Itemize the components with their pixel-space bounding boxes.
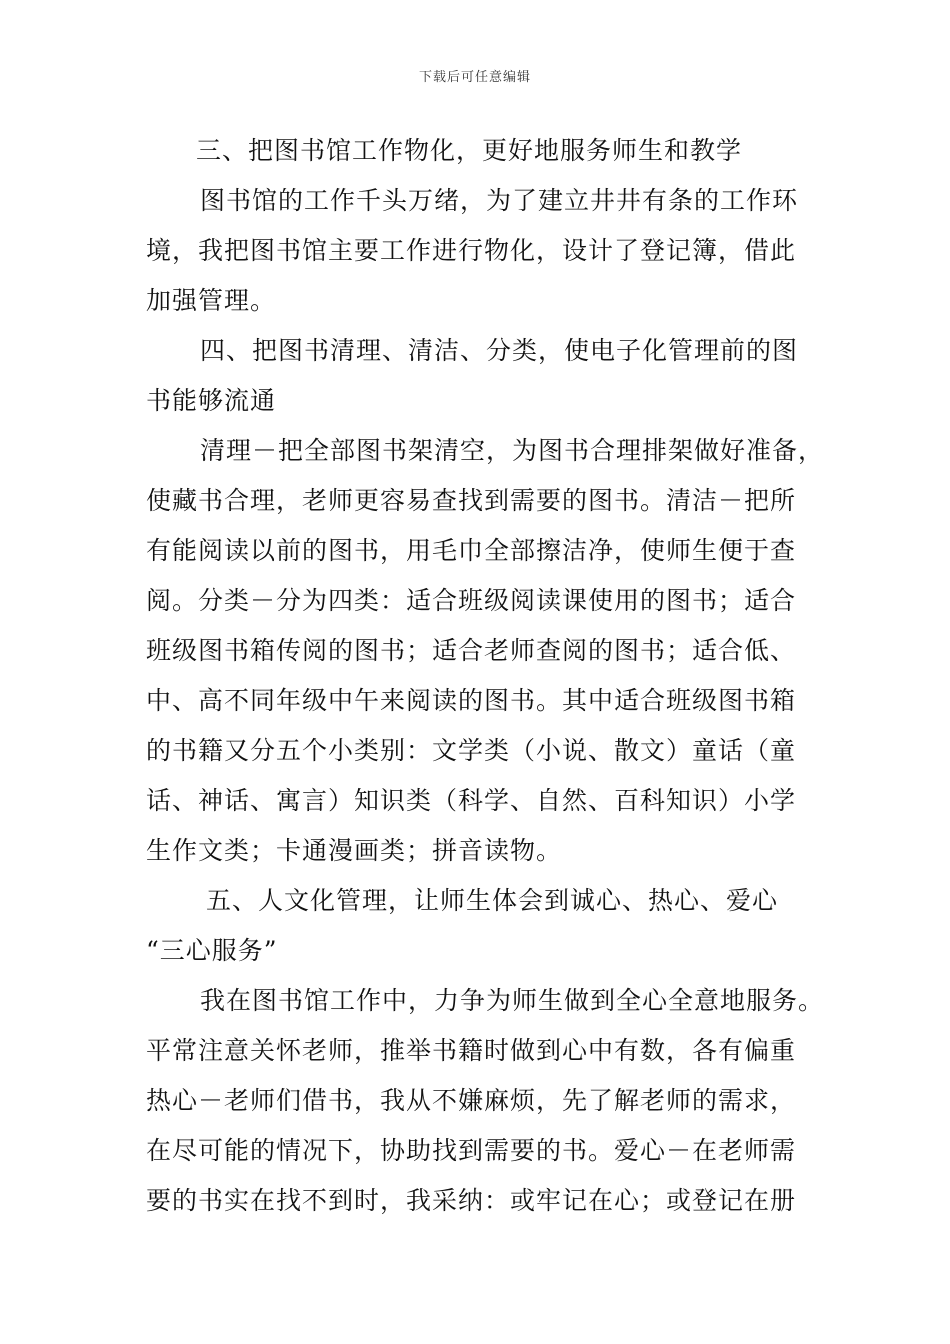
text-line: 平常注意关怀老师，推举书籍时做到心中有数，各有偏重 (146, 1036, 797, 1065)
text-line: 境，我把图书馆主要工作进行物化，设计了登记簿，借此 (146, 236, 797, 265)
text-line: 图书馆的工作千头万绪，为了建立井井有条的工作环 (200, 186, 799, 215)
text-line: 生作文类；卡通漫画类；拼音读物。 (146, 836, 563, 865)
text-line: 书能够流通 (146, 386, 277, 415)
text-line: 五、人文化管理，让师生体会到诚心、热心、爱心 (206, 886, 779, 915)
text-line: 话、神话、寓言）知识类（科学、自然、百科知识）小学 (146, 786, 797, 815)
text-line: 清理－把全部图书架清空，为图书合理排架做好准备， (200, 436, 825, 465)
text-line: 使藏书合理，老师更容易查找到需要的图书。清洁－把所 (146, 486, 797, 515)
text-line: 班级图书箱传阅的图书；适合老师查阅的图书；适合低、 (146, 636, 797, 665)
text-line: 中、高不同年级中午来阅读的图书。其中适合班级图书箱 (146, 686, 797, 715)
text-line: 有能阅读以前的图书，用毛巾全部擦洁净，使师生便于查 (146, 536, 797, 565)
page-header: 下载后可任意编辑 (418, 70, 531, 85)
text-line: 加强管理。 (146, 286, 277, 315)
text-line: 阅。分类－分为四类：适合班级阅读课使用的图书；适合 (146, 586, 797, 615)
text-line: 在尽可能的情况下，协助找到需要的书。爱心－在老师需 (146, 1136, 797, 1165)
text-line: 四、把图书清理、清洁、分类，使电子化管理前的图 (200, 336, 799, 365)
document-body (146, 126, 825, 1226)
text-line: 三、把图书馆工作物化，更好地服务师生和教学 (196, 136, 743, 165)
text-line: “三心服务” (146, 936, 278, 965)
text-line: 热心－老师们借书，我从不嫌麻烦，先了解老师的需求， (146, 1086, 797, 1115)
text-line: 要的书实在找不到时，我采纳：或牢记在心；或登记在册 (146, 1186, 797, 1215)
text-line: 的书籍又分五个小类别：文学类（小说、散文）童话（童 (146, 736, 797, 765)
text-line: 我在图书馆工作中，力争为师生做到全心全意地服务。 (200, 986, 825, 1015)
